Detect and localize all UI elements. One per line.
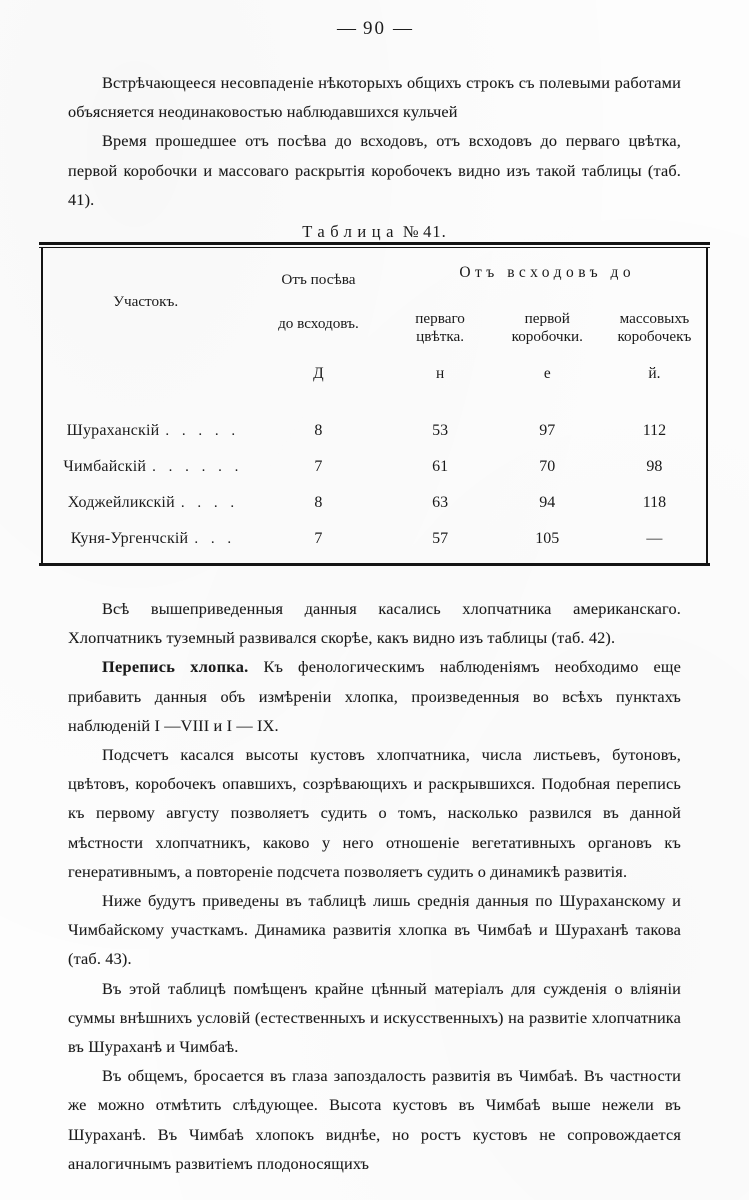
units-letter-1: Д [313, 365, 324, 382]
table-spacer-row [41, 391, 708, 413]
table-41 [41, 247, 708, 565]
cell-pervago: 53 [432, 422, 449, 439]
header-pervago-tsvetka [387, 299, 494, 357]
table-top-rule-second [39, 247, 710, 248]
row-label-text: Чимбайскій [63, 458, 147, 475]
row-leader-dots: . . . . [180, 495, 239, 511]
table-header-row-group [41, 247, 708, 299]
header-uchastok: Участокъ. [113, 293, 179, 310]
header-massovykh-korobochek [601, 299, 708, 357]
header-pervoy-line2: коробочки. [511, 328, 583, 345]
row-label-cell [41, 413, 250, 449]
table-bottom-spacer-row [41, 557, 708, 577]
table-bottom-rule [39, 563, 710, 566]
row-label-cell [41, 521, 250, 557]
cell-massovykh: 112 [642, 422, 667, 439]
units-letter-4: й. [648, 365, 661, 382]
table-row [41, 449, 708, 485]
units-row-empty [41, 357, 250, 391]
folio-number: 90 [363, 18, 386, 39]
table-caption [0, 222, 749, 242]
header-pervoy-line1: первой [524, 310, 570, 327]
units-letter-2: н [435, 365, 445, 382]
units-letter-3: е [543, 365, 551, 382]
paragraph-4 [68, 652, 681, 740]
paragraph-7: Въ этой таблицѣ помѣщенъ крайне цѣнный матеріалъ для сужденія о вліяніи суммы внѣшнихъ условій (естественныхъ и искусственныхъ) на развитіе хлопчатника въ Шураханѣ и Чимбаѣ. [68, 978, 681, 1057]
table-top-rule [39, 242, 710, 245]
table-units-row [41, 357, 708, 391]
cell-ot-poseva: 7 [314, 530, 323, 547]
row-label-text: Шураханскій [66, 422, 160, 439]
cell-pervoy: 70 [539, 458, 556, 475]
header-ot-poseva-line1: Отъ посѣва [281, 271, 356, 288]
row-leader-dots: . . . . . . [152, 459, 243, 475]
cell-ot-poseva: 8 [314, 422, 323, 439]
paragraph-3: Всѣ вышеприведенныя данныя касались хлопчатника американскаго. Хлопчатникъ туземный развивался скорѣе, какъ видно изъ таблицы (таб. 42). [68, 599, 681, 648]
cell-ot-poseva: 8 [314, 494, 323, 511]
cell-massovykh: 118 [642, 494, 667, 511]
paragraph-4-lead-in: Перепись хлопка. [102, 657, 249, 677]
table-caption-word: Таблица [302, 222, 399, 241]
row-label-cell [41, 449, 250, 485]
paragraph-1: Встрѣчающееся несовпаденіе нѣкоторыхъ общихъ строкъ съ полевыми работами объясняется неодинаковостью наблюдавшихся кульчей [68, 73, 681, 122]
table-row [41, 521, 708, 557]
paragraph-4-rest: Къ фенологическимъ наблюденіямъ необходимо еще прибавить данныя объ измѣреніи хлопка, произведенныя во всѣхъ пунктахъ наблюденій I —VIII и I — IX. [68, 657, 681, 735]
table-row [41, 485, 708, 521]
cell-pervoy: 105 [535, 530, 560, 547]
cell-pervago: 61 [432, 458, 449, 475]
cell-pervago: 63 [432, 494, 449, 511]
header-massovykh-line1: массовыхъ [619, 310, 690, 327]
header-pervoy-korobochki [494, 299, 601, 357]
header-massovykh-line2: коробочекъ [617, 328, 692, 345]
row-label-text: Куня-Ургенчскій [70, 530, 189, 547]
table-caption-no-sign: № [402, 222, 420, 241]
paragraph-5: Подсчетъ касался высоты кустовъ хлопчатника, числа листьевъ, бутоновъ, цвѣтовъ, коробочекъ опавшихъ, созрѣвающихъ и раскрывшихся. Подобная перепись къ первому августу позволяетъ судить о томъ, насколько развился въ данной мѣстности хлопчатникъ, каково у него отношеніе вегетативныхъ органовъ къ генеративнымъ, а повтореніе подсчета позволяетъ судить о динамикѣ развитія. [68, 745, 681, 881]
row-leader-dots: . . . [194, 531, 236, 547]
cell-ot-poseva: 7 [314, 458, 323, 475]
row-label-cell [41, 485, 250, 521]
paragraph-2: Время прошедшее отъ посѣва до всходовъ, отъ всходовъ до перваго цвѣтка, первой коробочки и массоваго раскрытія коробочекъ видно изъ такой таблицы (таб. 41). [68, 131, 681, 209]
row-label-text: Ходжейликскій [67, 494, 175, 511]
table-caption-number: 41. [423, 222, 447, 241]
folio-dash-left: — [337, 18, 356, 39]
text-block-bottom [68, 594, 681, 1178]
header-pervago-line1: перваго [415, 310, 465, 327]
folio-dash-right: — [393, 18, 412, 39]
cell-pervago: 57 [432, 530, 449, 547]
cell-massovykh: 98 [646, 458, 663, 475]
header-pervago-line2: цвѣтка. [416, 328, 465, 345]
cell-pervoy: 97 [539, 422, 556, 439]
cell-massovykh: — [646, 530, 663, 547]
page-folio [0, 18, 749, 40]
paragraph-6: Ниже будутъ приведены въ таблицѣ лишь среднія данныя по Шураханскому и Чимбайскому участкамъ. Динамика развитія хлопка въ Чимбаѣ и Шураханѣ такова (таб. 43). [68, 891, 681, 969]
table-row [41, 413, 708, 449]
text-block-top [68, 68, 681, 214]
header-ot-poseva [250, 247, 386, 357]
cell-pervoy: 94 [539, 494, 556, 511]
paragraph-8: Въ общемъ, бросается въ глаза запоздалость развитія въ Чимбаѣ. Въ частности же можно отмѣтить слѣдующее. Высота кустовъ въ Чимбаѣ выше нежели въ Шураханѣ. Въ Чимбаѣ хлопокъ виднѣе, но ростъ кустовъ не сопровождается аналогичнымъ развитіемъ плодоносящихъ [68, 1066, 681, 1173]
table-41-grid [41, 247, 708, 577]
header-ot-vskhodov-do: Отъ всходовъ до [459, 264, 636, 281]
row-leader-dots: . . . . . [165, 423, 240, 439]
header-ot-poseva-line2: до всходовъ. [278, 315, 359, 332]
